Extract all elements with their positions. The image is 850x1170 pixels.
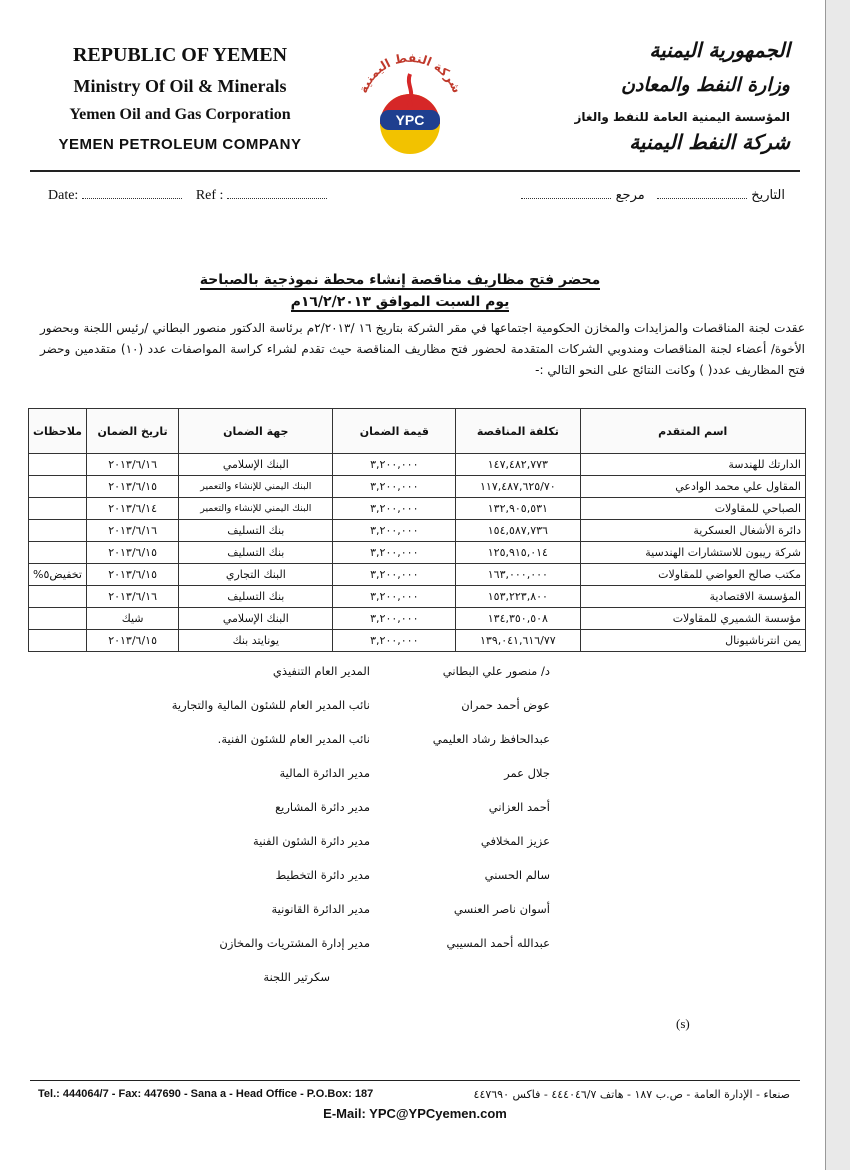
table-row — [29, 542, 806, 564]
signature-member: عبدالله أحمد المسيبي — [446, 936, 550, 950]
cell-guarantee-date: ٢٠١٣/٦/١٦ — [87, 520, 179, 542]
ar-date-label: التاريخ — [751, 188, 785, 203]
cell-guarantee-bank: البنك التجاري — [179, 564, 333, 586]
cell-cost: ١١٧,٤٨٧,٦٢٥/٧٠ — [456, 476, 580, 498]
table-row — [29, 520, 806, 542]
table-row — [29, 608, 806, 630]
table-row — [29, 586, 806, 608]
cell-guarantee-date: شيك — [87, 608, 179, 630]
cell-guarantee-date: ٢٠١٣/٦/١٦ — [87, 586, 179, 608]
doc-title: محضر فتح مظاريف مناقصة إنشاء محطة نموذجية بالصباحة — [199, 272, 601, 288]
cell-guarantee-value: ٣,٢٠٠,٠٠٠ — [333, 586, 456, 608]
header-en-ministry: Ministry Of Oil & Minerals — [73, 76, 287, 96]
cell-guarantee-date: ٢٠١٣/٦/١٦ — [87, 454, 179, 476]
cell-guarantee-bank: البنك الإسلامي — [179, 608, 333, 630]
signature-member: عوض أحمد حمران — [461, 698, 550, 712]
signature-official: مدير دائرة الشئون الفنية — [252, 834, 370, 848]
table-row — [29, 498, 806, 520]
col-guarantee-bank: جهة الضمان — [179, 409, 333, 454]
cell-notes — [29, 542, 87, 564]
cell-notes — [29, 476, 87, 498]
col-notes: ملاحظات — [29, 409, 87, 454]
cell-guarantee-value: ٣,٢٠٠,٠٠٠ — [333, 564, 456, 586]
cell-cost: ١٣٢,٩٠٥,٥٣١ — [456, 498, 580, 520]
cell-guarantee-date: ٢٠١٣/٦/١٤ — [87, 498, 179, 520]
signature-official: مدير دائرة التخطيط — [275, 868, 370, 882]
cell-guarantee-bank: البنك اليمني للإنشاء والتعمير — [179, 498, 333, 520]
mark-s: (s) — [676, 1016, 690, 1031]
table-row — [29, 564, 806, 586]
cell-notes — [29, 498, 87, 520]
cell-guarantee-value: ٣,٢٠٠,٠٠٠ — [333, 498, 456, 520]
cell-bidder: شركة ريبون للاستشارات الهندسية — [580, 542, 805, 564]
ypc-logo — [350, 44, 470, 164]
cell-cost: ١٤٧,٤٨٢,٧٧٣ — [456, 454, 580, 476]
signature-member: جلال عمر — [504, 766, 550, 780]
date-field — [82, 186, 182, 199]
ref-label: Ref : — [195, 188, 224, 203]
col-guarantee-date: تاريخ الضمان — [87, 409, 179, 454]
table-row — [29, 476, 806, 498]
header-en-company: YEMEN PETROLEUM COMPANY — [58, 136, 302, 153]
ar-date-field — [657, 186, 747, 199]
signature-official: مدير الدائرة القانونية — [271, 902, 370, 916]
cell-guarantee-bank: بنك التسليف — [179, 542, 333, 564]
header-ar-republic: الجمهورية اليمنية — [649, 38, 790, 62]
cell-notes — [29, 454, 87, 476]
cell-cost: ١٥٣,٢٢٣,٨٠٠ — [456, 586, 580, 608]
signature-member: أسوان ناصر العنسي — [453, 902, 550, 916]
signature-official: نائب المدير العام للشئون الفنية. — [217, 732, 370, 746]
cell-notes: تخفيض٥% — [29, 564, 87, 586]
footer-divider — [30, 1080, 800, 1081]
ar-ref-field — [521, 186, 611, 199]
signature-official: سكرتير اللجنة — [263, 970, 330, 984]
header-en-corporation: Yemen Oil and Gas Corporation — [69, 106, 291, 123]
cell-guarantee-date: ٢٠١٣/٦/١٥ — [87, 476, 179, 498]
logo-text: YPC — [395, 112, 425, 128]
signature-official: مدير إدارة المشتريات والمخازن — [219, 936, 370, 950]
col-bidder: اسم المتقدم — [580, 409, 805, 454]
cell-guarantee-date: ٢٠١٣/٦/١٥ — [87, 564, 179, 586]
cell-notes — [29, 586, 87, 608]
cell-bidder: الدارتك للهندسة — [580, 454, 805, 476]
header-en-republic: REPUBLIC OF YEMEN — [72, 44, 288, 66]
signature-member: عبدالحافظ رشاد العليمي — [432, 732, 550, 746]
signature-official: مدير دائرة المشاريع — [275, 800, 370, 814]
doc-date-line: يوم السبت الموافق ١٦/٢/٢٠١٣م — [290, 294, 510, 310]
date-label: Date: — [48, 188, 79, 203]
signature-official: المدير العام التنفيذي — [272, 664, 370, 678]
ref-field — [227, 186, 327, 199]
bids-table — [28, 408, 806, 652]
signature-member: عزيز المخلافي — [480, 834, 550, 848]
cell-notes — [29, 520, 87, 542]
cell-bidder: دائرة الأشغال العسكرية — [580, 520, 805, 542]
table-row — [29, 630, 806, 652]
cell-guarantee-value: ٣,٢٠٠,٠٠٠ — [333, 542, 456, 564]
date-ref-en — [48, 186, 327, 204]
cell-guarantee-value: ٣,٢٠٠,٠٠٠ — [333, 520, 456, 542]
col-cost: تكلفة المناقصة — [456, 409, 580, 454]
cell-guarantee-date: ٢٠١٣/٦/١٥ — [87, 542, 179, 564]
cell-guarantee-bank: يونايتد بنك — [179, 630, 333, 652]
cell-guarantee-value: ٣,٢٠٠,٠٠٠ — [333, 454, 456, 476]
cell-guarantee-value: ٣,٢٠٠,٠٠٠ — [333, 476, 456, 498]
col-guarantee-value: قيمة الضمان — [333, 409, 456, 454]
signature-member: أحمد العزاني — [488, 800, 550, 814]
cell-cost: ١٣٩,٠٤١,٦١٦/٧٧ — [456, 630, 580, 652]
signature-member: سالم الحسني — [484, 868, 550, 882]
cell-bidder: المؤسسة الاقتصادية — [580, 586, 805, 608]
cell-cost: ١٥٤,٥٨٧,٧٣٦ — [456, 520, 580, 542]
cell-notes — [29, 608, 87, 630]
footer-ar: صنعاء - الإدارة العامة - ص.ب ١٨٧ - هاتف ٤٤٤٠٤٦/٧ - فاكس ٤٤٧٦٩٠ — [473, 1088, 790, 1101]
cell-bidder: يمن انترناشيونال — [580, 630, 805, 652]
signature-official: مدير الدائرة المالية — [279, 766, 370, 780]
cell-cost: ١٣٤,٣٥٠,٥٠٨ — [456, 608, 580, 630]
footer-email[interactable]: E-Mail: YPC@YPCyemen.com — [323, 1106, 507, 1121]
cell-guarantee-bank: بنك التسليف — [179, 586, 333, 608]
table-header-row — [29, 409, 806, 454]
signature-official: نائب المدير العام للشئون المالية والتجارية — [171, 698, 370, 712]
cell-bidder: المقاول علي محمد الوادعي — [580, 476, 805, 498]
header-ar-ministry: وزارة النفط والمعادن — [620, 74, 790, 96]
cell-bidder: مؤسسة الشميري للمقاولات — [580, 608, 805, 630]
signature-member: د/ منصور علي البطاني — [442, 664, 550, 678]
footer-en: Tel.: 444064/7 - Fax: 447690 - Sana a - Head Office - P.O.Box: 187 — [38, 1088, 374, 1100]
cell-bidder: الصباحي للمقاولات — [580, 498, 805, 520]
header-ar-company: شركة النفط اليمنية — [629, 130, 790, 154]
ar-ref-label: مرجع — [615, 188, 645, 203]
cell-guarantee-date: ٢٠١٣/٦/١٥ — [87, 630, 179, 652]
cell-guarantee-value: ٣,٢٠٠,٠٠٠ — [333, 630, 456, 652]
cell-guarantee-bank: بنك التسليف — [179, 520, 333, 542]
logo-arc-text: شركة النفط اليمنية — [355, 50, 465, 96]
cell-cost: ١٢٥,٩١٥,٠١٤ — [456, 542, 580, 564]
intro-paragraph: عقدت لجنة المناقصات والمزايدات والمخازن الحكومية اجتماعها في مقر الشركة بتاريخ ١٦ /٢/٢٠١٣م برئاسة الدكتور منصور البطاني /رئيس اللجنة وبحضور الأخوة/ أعضاء لجنة المناقصات ومندوبي الشركات المتقدمة لحضور فتح مظاريف المناقصة حيث تقدم لشراء كراسة المواصفات عدد (١٠) متقدمين وحضر فتح المظاريف عدد( ) وكانت النتائج على النحو التالي :- — [40, 321, 806, 377]
date-ref-ar — [500, 186, 785, 203]
header-divider — [30, 170, 800, 172]
cell-guarantee-bank: البنك اليمني للإنشاء والتعمير — [179, 476, 333, 498]
cell-cost: ١٦٣,٠٠٠,٠٠٠ — [456, 564, 580, 586]
header-ar-corporation: المؤسسة اليمنية العامة للنفط والغاز — [574, 110, 790, 124]
cell-guarantee-bank: البنك الإسلامي — [179, 454, 333, 476]
page-edge — [825, 0, 850, 1170]
cell-bidder: مكتب صالح العواضي للمقاولات — [580, 564, 805, 586]
cell-notes — [29, 630, 87, 652]
cell-guarantee-value: ٣,٢٠٠,٠٠٠ — [333, 608, 456, 630]
table-row — [29, 454, 806, 476]
